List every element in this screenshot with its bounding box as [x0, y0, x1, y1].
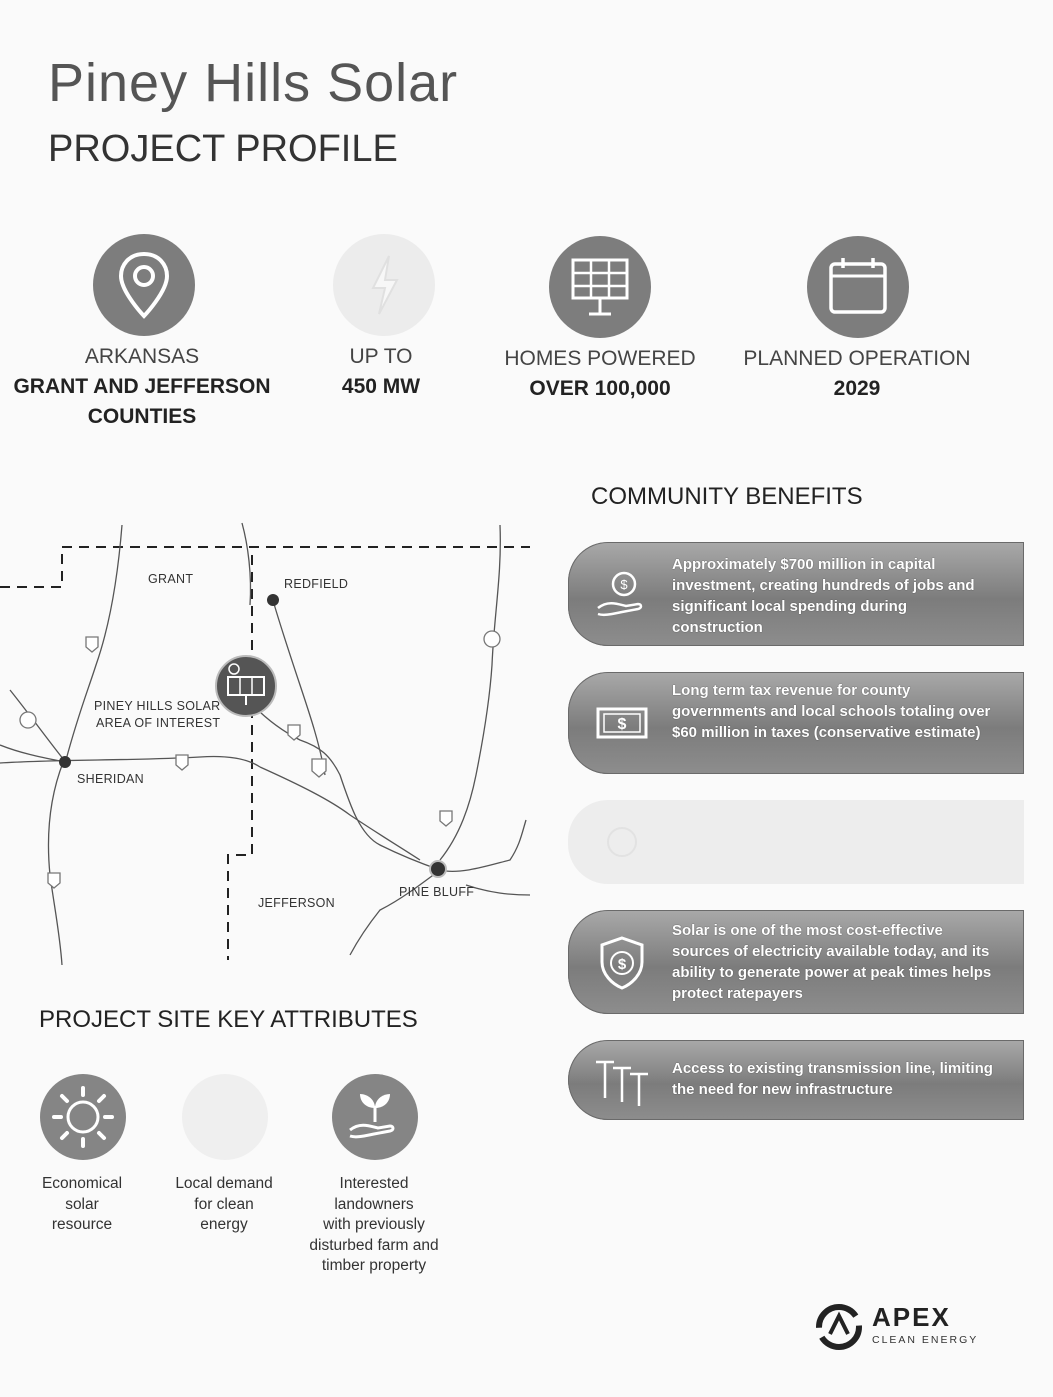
transmission-tower-icon: [592, 1050, 652, 1110]
sheridan-marker: [59, 756, 71, 768]
faded-icon: [182, 1074, 268, 1160]
attr-land-line1: Interested: [339, 1175, 409, 1192]
attr-land-line5: timber property: [321, 1257, 427, 1274]
benefit-tax-revenue: [568, 672, 1024, 774]
map-label-jefferson: JEFFERSON: [258, 896, 336, 910]
svg-text:$: $: [620, 577, 628, 592]
hand-coin-icon: [592, 564, 652, 624]
benefit-transmission: [568, 1040, 1024, 1120]
stat-homes: [490, 344, 710, 404]
stat-location-line3: COUNTIES: [87, 405, 197, 428]
map-label-redfield: REDFIELD: [284, 577, 349, 591]
attr-land-line2: landowners: [334, 1195, 414, 1213]
stat-homes-line1: HOMES POWERED: [504, 347, 696, 370]
plant-hand-icon: [332, 1074, 418, 1160]
calendar-icon: [807, 236, 909, 338]
apex-logo-icon: [816, 1304, 862, 1350]
benefit-tax-text: Long term tax revenue for county governments and local schools totaling over $60 million in taxes (conservative estimate): [672, 682, 991, 741]
dollar-bill-icon: [592, 693, 652, 753]
stat-operation: [727, 344, 987, 404]
page-subtitle: PROJECT PROFILE: [48, 128, 398, 170]
stat-location: [0, 342, 284, 432]
map-label-pine-bluff: PINE BLUFF: [399, 885, 475, 899]
map-label-area-line1: PINEY HILLS SOLAR: [94, 699, 221, 713]
page-title: Piney Hills Solar: [48, 53, 459, 113]
benefit-capital-text: Approximately $700 million in capital investment, creating hundreds of jobs and significant local spending during construction: [672, 556, 975, 636]
attr-landowners: [294, 1174, 454, 1277]
stat-capacity-line1: UP TO: [349, 345, 413, 368]
key-attributes-title: PROJECT SITE KEY ATTRIBUTES: [39, 1006, 418, 1033]
attr-solar-resource: [22, 1174, 142, 1236]
shield-dollar-icon: [592, 932, 652, 992]
pine-bluff-marker: [430, 861, 446, 877]
svg-text:$: $: [617, 956, 627, 973]
stat-capacity: [301, 342, 461, 402]
logo-name: APEX: [872, 1302, 951, 1332]
stat-location-line2: GRANT AND JEFFERSON: [13, 375, 271, 398]
benefit-faded: [568, 800, 1024, 884]
benefit-transmission-text: Access to existing transmission line, limiting the need for new infrastructure: [672, 1060, 993, 1098]
stat-location-line1: ARKANSAS: [84, 345, 200, 368]
map-label-area-line2: AREA OF INTEREST: [96, 716, 221, 730]
attr-solar-line1: Economical: [41, 1175, 123, 1192]
attr-land-line3: with previously: [323, 1216, 425, 1233]
faded-icon: [592, 812, 652, 872]
attr-land-line4: disturbed farm and: [309, 1236, 439, 1254]
map-label-sheridan: SHERIDAN: [77, 772, 144, 786]
attr-demand-line3: energy: [200, 1216, 248, 1233]
stat-operation-line2: 2029: [833, 377, 881, 400]
attr-demand-line1: Local demand: [175, 1175, 273, 1192]
stat-homes-line2: OVER 100,000: [529, 377, 671, 400]
svg-text:$: $: [617, 716, 627, 733]
attr-demand-line2: for clean: [194, 1195, 254, 1213]
stat-operation-line1: PLANNED OPERATION: [743, 347, 971, 370]
solar-site-marker: [216, 656, 276, 716]
benefit-cost-text: Solar is one of the most cost-effective sources of electricity available today, and its ability to generate power at peak times helps protect ratepayers: [672, 922, 992, 1002]
map-label-grant: GRANT: [148, 572, 194, 586]
benefit-capital-investment: [568, 542, 1024, 646]
power-icon: [333, 234, 435, 336]
stat-capacity-line2: 450 MW: [341, 375, 421, 398]
attr-solar-line3: resource: [51, 1216, 113, 1233]
logo-tagline: CLEAN ENERGY: [872, 1334, 979, 1346]
redfield-marker: [267, 594, 279, 606]
location-pin-icon: [93, 234, 195, 336]
attr-solar-line2: solar: [65, 1195, 99, 1213]
community-benefits-title: COMMUNITY BENEFITS: [591, 483, 863, 510]
attr-local-demand: [160, 1174, 288, 1236]
sun-icon: [40, 1074, 126, 1160]
solar-panel-icon: [549, 236, 651, 338]
benefit-cost-effective: [568, 910, 1024, 1014]
